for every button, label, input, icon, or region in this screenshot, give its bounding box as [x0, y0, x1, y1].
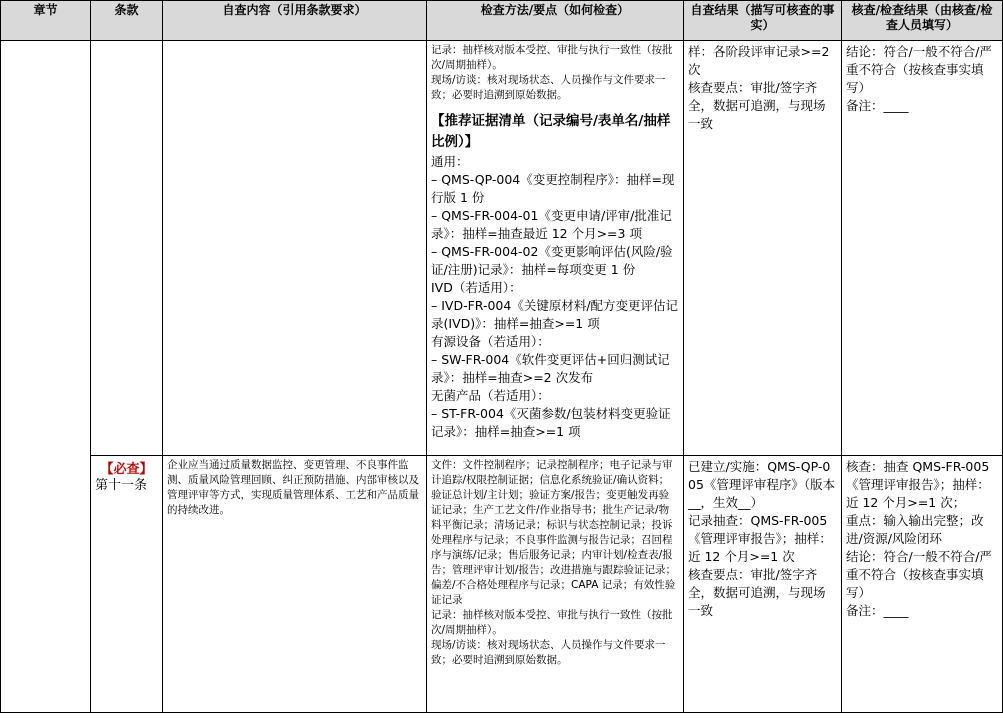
evidence-line: – QMS-FR-004-01《变更申请/评审/批准记录》：抽样=抽查最近 12 个月>=3 项 — [431, 208, 672, 241]
header-clause: 条款 — [91, 1, 163, 41]
self-result-cell — [684, 456, 842, 713]
evidence-line: – SW-FR-004《软件变更评估+回归测试记录》：抽样=抽查>=2 次发布 — [431, 352, 670, 385]
evidence-line: – QMS-FR-004-02《变更影响评估(风险/验证/注册)记录》：抽样=每项变更 1 份 — [431, 244, 673, 277]
audit-result-cell — [842, 456, 1003, 713]
header-check-method: 检查方法/要点（如何检查） — [427, 1, 684, 41]
clause-cell — [91, 456, 163, 713]
method-line: 现场/访谈：核对现场状态、人员操作与文件要求一致；必要时追溯到原始数据。 — [431, 74, 666, 101]
must-check-tag: 【必查】 — [100, 462, 153, 477]
header-self-check-result: 自查结果（描写可核查的事实） — [684, 1, 842, 41]
audit-line: 结论：符合/一般不符合/严重不符合（按核查事实填写） — [846, 549, 992, 600]
header-self-check-content: 自查内容（引用条款要求） — [163, 1, 427, 41]
evidence-line: – ST-FR-004《灭菌参数/包装材料变更验证记录》：抽样=抽查>=1 项 — [431, 406, 671, 439]
method-line: 记录：抽样核对版本受控、审批与执行一致性（按批次/周期抽样）。 — [431, 609, 673, 636]
audit-line: 备注：____ — [846, 603, 909, 618]
evidence-line: IVD（若适用）： — [431, 280, 522, 295]
method-line: 现场/访谈：核对现场状态、人员操作与文件要求一致；必要时追溯到原始数据。 — [431, 639, 666, 666]
header-audit-result: 核查/检查结果（由核查/检查人员填写） — [842, 1, 1003, 41]
evidence-line: – QMS-QP-004《变更控制程序》：抽样=现行版 1 份 — [431, 172, 675, 205]
self-result-line: 样：各阶段评审记录>=2 次 — [688, 44, 834, 77]
header-row — [1, 1, 1003, 41]
clause-content: 企业应当通过质量数据监控、变更管理、不良事件监测、质量风险管理回顾、纠正预防措施、内部审核以及管理评审等方式，实现质量管理体系、工艺和产品质量的持续改进。 — [167, 459, 419, 516]
self-result-line: 核查要点：审批/签字齐全，数据可追溯，与现场一致 — [688, 567, 826, 618]
self-result-line: 已建立/实施：QMS-QP-005《管理评审程序》（版本__，生效__） — [688, 459, 836, 510]
chapter-cell — [1, 41, 91, 713]
self-result-line: 核查要点：审批/签字齐全，数据可追溯，与现场一致 — [688, 80, 826, 131]
clause-number: 第十一条 — [95, 478, 148, 493]
evidence-line: 通用： — [431, 154, 469, 169]
evidence-line: 无菌产品（若适用）： — [431, 388, 550, 403]
audit-line: 结论：符合/一般不符合/严重不符合（按核查事实填写） — [846, 44, 992, 95]
method-line: 文件：文件控制程序；记录控制程序；电子记录与审计追踪/权限控制证据；信息化系统验证/确认资料；验证总计划/主计划；验证方案/报告；变更触发再验证记录；生产工艺文件/作业指导书；批生产记录/物料平衡记录；清场记录；标识与状态控制记录；投诉处理程序与记录；不良事件监测与报告记录；召回程序与演练/记录；售后服务记录；内审计划/检查表/报告；管理评审计划/报告；改进措施与跟踪验证记录；偏差/不合格处理程序与记录；CAPA 记录；有效性验证记录 — [431, 459, 677, 606]
self-result-line: 记录抽查：QMS-FR-005《管理评审报告》；抽样：近 12 个月>=1 次 — [688, 513, 832, 564]
method-line: 记录：抽样核对版本受控、审批与执行一致性（按批次/周期抽样）。 — [431, 44, 673, 71]
evidence-line: – IVD-FR-004《关键原材料/配方变更评估记录(IVD)》：抽样=抽查>=1 项 — [431, 298, 679, 331]
method-cell — [427, 456, 684, 713]
evidence-title: 【推荐证据清单（记录编号/表单名/抽样比例）】 — [431, 113, 671, 150]
content-cell — [163, 456, 427, 713]
audit-line: 重点：输入输出完整；改进/资源/风险闭环 — [846, 513, 984, 546]
table-row — [1, 456, 1003, 713]
audit-line: 备注：____ — [846, 98, 909, 113]
evidence-line: 有源设备（若适用）： — [431, 334, 550, 349]
header-chapter: 章节 — [1, 1, 91, 41]
clause-cell — [91, 41, 163, 456]
self-result-cell — [684, 41, 842, 456]
content-cell — [163, 41, 427, 456]
audit-result-cell — [842, 41, 1003, 456]
method-cell — [427, 41, 684, 456]
audit-line: 核查：抽查 QMS-FR-005《管理评审报告》；抽样：近 12 个月>=1 次； — [846, 459, 990, 510]
table-row — [1, 41, 1003, 456]
